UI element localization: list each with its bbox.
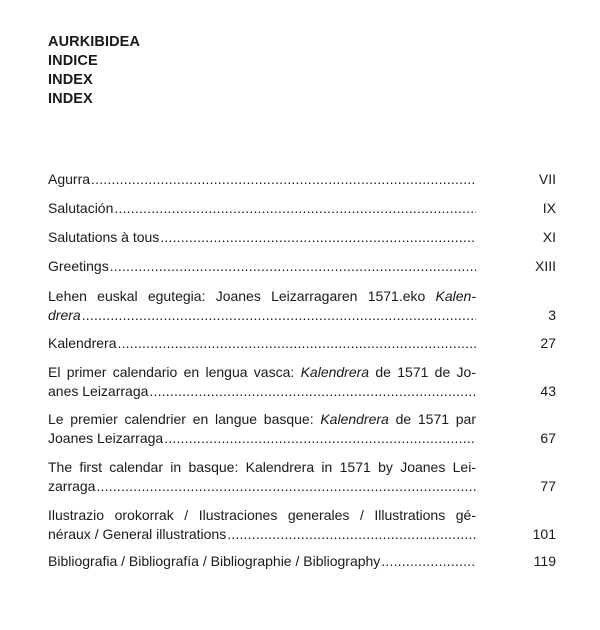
dot-leader — [160, 228, 476, 247]
toc-entry-kalendrera[interactable] — [48, 334, 556, 353]
toc-entry-salutations[interactable] — [48, 228, 556, 247]
toc-entry-page: 43 — [540, 383, 556, 399]
toc-entry-greetings[interactable] — [48, 257, 556, 276]
toc-entry-title-line1: El primer calendario en lengua vasca: Kalendrera de 1571 de Jo- — [48, 364, 476, 380]
title-english: INDEX — [48, 91, 93, 107]
toc-entry-lehen-euskal-egutegia[interactable] — [48, 287, 556, 325]
toc-entry-bibliography[interactable] — [48, 552, 556, 571]
toc-entry-page: IX — [542, 200, 556, 216]
toc-entry-page: 77 — [540, 478, 556, 494]
toc-entry-primer-calendario[interactable] — [48, 363, 556, 401]
toc-entry-title: Salutations à tous — [48, 229, 160, 245]
toc-entry-title: Bibliografia / Bibliografía / Bibliographie / Bibliography — [48, 553, 381, 569]
dot-leader — [118, 334, 477, 353]
toc-entry-page: 67 — [540, 430, 556, 446]
dot-leader — [82, 306, 476, 325]
toc-entry-title-line1: Ilustrazio orokorrak / Ilustraciones generales / Illustrations gé- — [48, 507, 476, 523]
toc-entry-page: XIII — [534, 258, 556, 274]
toc-entry-title-line2: néraux / General illustrations — [48, 526, 227, 542]
title-basque: AURKIBIDEA — [48, 34, 141, 50]
toc-entry-page: VII — [538, 171, 556, 187]
toc-entry-salutacion[interactable] — [48, 199, 556, 218]
toc-entry-title-line1: Le premier calendrier en langue basque: Kalendrera de 1571 par — [48, 411, 476, 427]
toc-entry-premier-calendrier[interactable] — [48, 410, 556, 448]
title-french: INDEX — [48, 72, 93, 88]
toc-entry-page: 27 — [540, 335, 556, 351]
dot-leader — [164, 429, 476, 448]
toc-entry-page: XI — [542, 229, 556, 245]
dot-leader — [149, 382, 476, 401]
index-titles — [48, 33, 140, 109]
dot-leader — [381, 552, 476, 571]
title-spanish: INDICE — [48, 53, 98, 69]
toc-entry-title: Greetings — [48, 258, 109, 274]
toc-entry-title: Agurra — [48, 171, 91, 187]
toc-entry-title: Salutación — [48, 200, 114, 216]
toc-entry-title: Kalendrera — [48, 335, 117, 351]
toc-entry-general-illustrations[interactable] — [48, 506, 556, 544]
dot-leader — [91, 170, 476, 189]
toc-entry-title-line2: anes Leizarraga — [48, 383, 149, 399]
toc-entry-page: 119 — [533, 553, 556, 569]
toc-entry-title-line1: The first calendar in basque: Kalendrera in 1571 by Joanes Lei- — [48, 459, 476, 475]
dot-leader — [227, 525, 476, 544]
dot-leader — [96, 477, 476, 496]
toc-entry-page: 3 — [548, 307, 556, 323]
toc-entry-agurra[interactable] — [48, 170, 556, 189]
dot-leader — [114, 199, 476, 218]
toc-entry-title-line2: zarraga — [48, 478, 96, 494]
dot-leader — [110, 257, 476, 276]
toc-entry-first-calendar[interactable] — [48, 458, 556, 496]
toc-entry-page: 101 — [532, 526, 556, 542]
toc-entry-title-line2: Joanes Leizarraga — [48, 430, 164, 446]
toc-entry-title-line1: Lehen euskal egutegia: Joanes Leizarragaren 1571.eko Kalen- — [48, 288, 476, 304]
toc-entry-title-line2: drera — [48, 307, 81, 323]
